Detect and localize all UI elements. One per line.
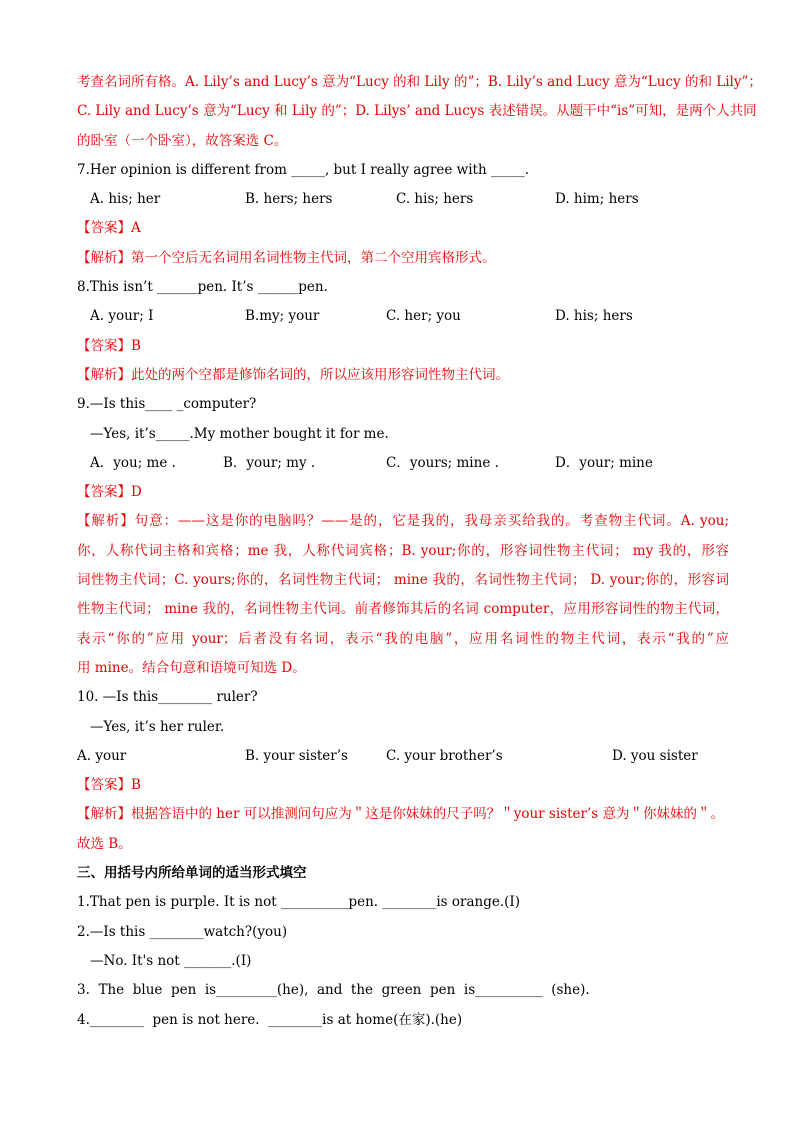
- section-title: 三、用括号内所给单词的适当形式填空: [77, 865, 307, 882]
- analysis-line: 【解析】第一个空后无名词用名词性物主代词，第二个空用宾格形式。: [77, 249, 496, 266]
- option-d: D. him; hers: [555, 191, 639, 208]
- answer-label: 【答案】B: [77, 777, 141, 794]
- analysis-line: 你，人称代词主格和宾格；me 我，人称代词宾格；B. your;你的，形容词性物主代词； my 我的，形容: [77, 542, 729, 559]
- question-10-stem: 10. —Is this________ ruler?: [77, 689, 258, 706]
- question-9-stem: 9.—Is this____ _computer?: [77, 396, 257, 413]
- analysis-line: 表示“你的”应用 your；后者没有名词，表示“我的电脑”，应用名词性的物主代词，表示“我的”应: [77, 630, 729, 647]
- option-a: A. his; her: [90, 191, 161, 208]
- option-b: B．your; my .: [223, 454, 316, 471]
- analysis-line: 的卧室（一个卧室），故答案选 C。: [77, 132, 288, 149]
- option-b: B.my; your: [245, 308, 320, 325]
- question-7-options: [77, 185, 729, 214]
- option-d: D．your; mine: [555, 454, 653, 471]
- analysis-line: 性物主代词； mine 我的，名词性物主代词。前者修饰其后的名词 computer，应用形容词性的物主代词，: [77, 601, 729, 618]
- option-c: C. your brother’s: [386, 747, 503, 764]
- analysis-line: 用 mine。结合句意和语境可知选 D。: [77, 659, 306, 676]
- answer-label: 【答案】B: [77, 337, 141, 354]
- option-d: D. you sister: [612, 747, 698, 764]
- analysis-line: 故选 B。: [77, 835, 132, 852]
- fill-item: 2.—Is this ________watch?(you): [77, 923, 288, 940]
- option-a: A. your: [77, 747, 127, 764]
- question-7-stem: 7.Her opinion is different from _____, but I really agree with _____.: [77, 161, 529, 178]
- question-8-options: [77, 302, 729, 331]
- question-8-stem: 8.This isn’t ______pen. It’s ______pen.: [77, 279, 328, 296]
- option-d: D. his; hers: [555, 308, 633, 325]
- question-10-reply: —Yes, it’s her ruler.: [90, 718, 225, 735]
- question-9-reply: —Yes, it’s_____.My mother bought it for me.: [90, 425, 389, 442]
- analysis-line: 考查名词所有格。A. Lily’s and Lucy’s 意为“Lucy 的和 Lily 的”；B. Lily’s and Lucy 意为“Lucy 的和 Lily”；: [77, 74, 762, 90]
- option-a: A. your; I: [90, 308, 154, 325]
- document-page: [77, 68, 762, 1035]
- analysis-line: 词性物主代词；C. yours;你的，名词性物主代词； mine 我的，名词性物主代词； D. your;你的，形容词: [77, 572, 729, 589]
- option-c: C. his; hers: [396, 191, 474, 208]
- question-9-options: [77, 449, 729, 478]
- fill-item: 3. The blue pen is_________(he), and the green pen is__________ (she).: [77, 982, 590, 999]
- option-b: B. hers; hers: [245, 191, 333, 208]
- fill-item: —No. It's not _______.(I): [90, 952, 252, 969]
- analysis-line: 【解析】此处的两个空都是修饰名词的，所以应该用形容词性物主代词。: [77, 366, 509, 383]
- fill-item: 1.That pen is purple. It is not __________pen. ________is orange.(I): [77, 894, 521, 911]
- analysis-line: C. Lily and Lucy’s 意为“Lucy 和 Lily 的”；D. Lilys’ and Lucys 表述错误。从题干中“is”可知，是两个人共同: [77, 103, 757, 120]
- fill-item: 4.________ pen is not here. ________is at home(在家).(he): [77, 1011, 463, 1028]
- question-10-options: [77, 742, 729, 771]
- option-a: A．you; me .: [90, 454, 176, 471]
- option-c: C．yours; mine .: [386, 454, 499, 471]
- answer-label: 【答案】D: [77, 484, 142, 501]
- analysis-line: 【解析】句意：——这是你的电脑吗？——是的，它是我的，我母亲买给我的。考查物主代词。A. you;: [77, 513, 729, 530]
- analysis-line: 【解析】根据答语中的 her 可以推测问句应为＂这是你妹妹的尺子吗？＂your sister’s 意为＂你妹妹的＂。: [77, 806, 724, 823]
- option-c: C. her; you: [386, 308, 461, 325]
- answer-label: 【答案】A: [77, 220, 141, 237]
- option-b: B. your sister’s: [245, 747, 348, 764]
